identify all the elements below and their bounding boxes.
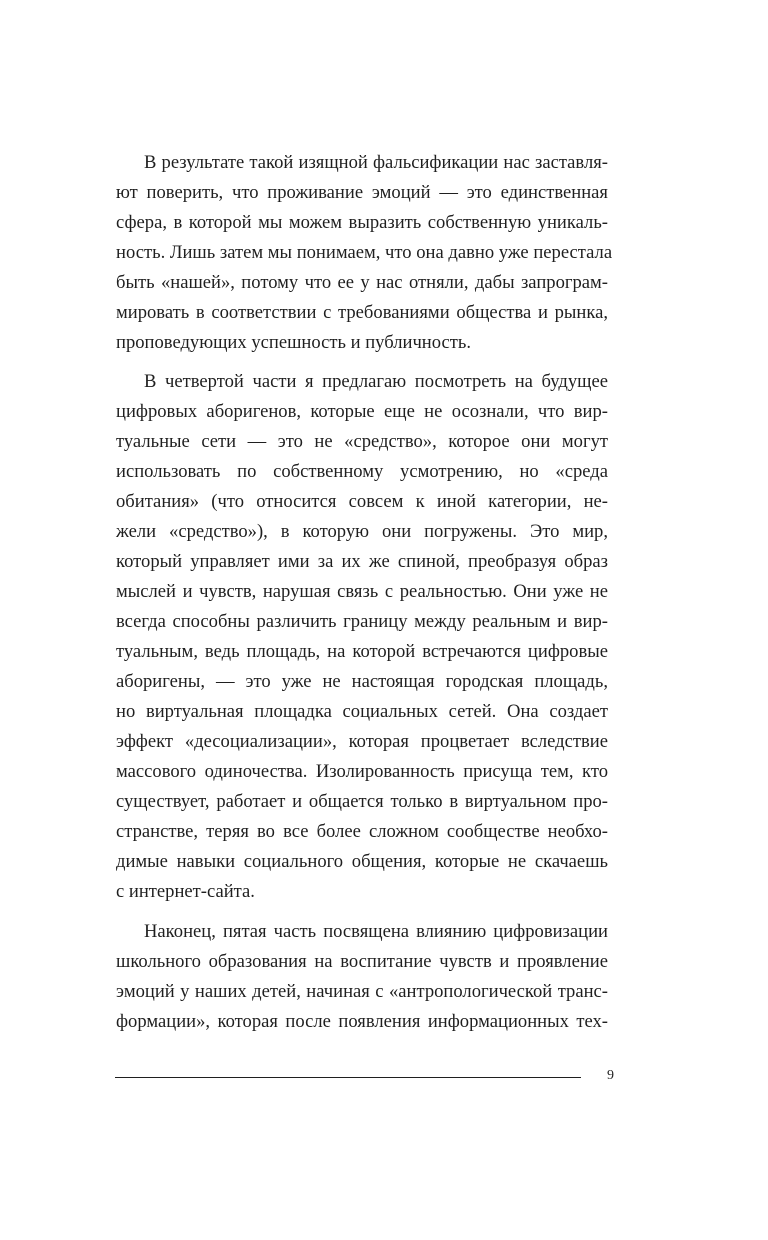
text-line: эффект «десоциализации», которая процветает вследствие (116, 731, 608, 752)
text-line: обитания» (что относится совсем к иной категории, не- (116, 491, 608, 512)
text-line: проповедующих успешность и публичность. (116, 332, 472, 353)
text-line: использовать по собственному усмотрению, но «среда (116, 461, 608, 482)
text-line: ность. Лишь затем мы понимаем, что она давно уже перестала (116, 242, 613, 263)
text-line: быть «нашей», потому что ее у нас отняли, дабы запрограм- (116, 272, 608, 293)
footer-rule (115, 1077, 581, 1078)
text-line: странстве, теряя во все более сложном сообществе необхо- (116, 821, 608, 842)
text-line: существует, работает и общается только в виртуальном про- (116, 791, 608, 812)
text-line: школьного образования на воспитание чувств и проявление (116, 951, 608, 972)
text-line: жели «средство»), в которую они погружены. Это мир, (116, 521, 608, 542)
text-line: аборигены, — это уже не настоящая городская площадь, (116, 671, 608, 692)
text-line: с интернет-сайта. (116, 881, 255, 902)
text-line: В результате такой изящной фальсификации нас заставля- (144, 152, 608, 173)
text-line: массового одиночества. Изолированность присуща тем, кто (116, 761, 608, 782)
page-number: 9 (607, 1068, 614, 1083)
text-line: димые навыки социального общения, которые не скачаешь (116, 851, 608, 872)
text-line: туальным, ведь площадь, на которой встречаются цифровые (116, 641, 608, 662)
text-line: В четвертой части я предлагаю посмотреть на будущее (144, 371, 608, 392)
text-line: Наконец, пятая часть посвящена влиянию цифровизации (144, 921, 608, 942)
text-line: туальные сети — это не «средство», которое они могут (116, 431, 608, 452)
text-line: эмоций у наших детей, начиная с «антропологической транс- (116, 981, 608, 1002)
text-line: который управляет ими за их же спиной, преобразуя образ (116, 551, 608, 572)
text-line: ют поверить, что проживание эмоций — это единственная (116, 182, 608, 203)
text-line: цифровых аборигенов, которые еще не осознали, что вир- (116, 401, 608, 422)
text-line: всегда способны различить границу между реальным и вир- (116, 611, 608, 632)
text-line: формации», которая после появления информационных тех- (116, 1011, 608, 1032)
text-line: мировать в соответствии с требованиями общества и рынка, (116, 302, 608, 323)
text-line: сфера, в которой мы можем выразить собственную уникаль- (116, 212, 608, 233)
text-line: но виртуальная площадка социальных сетей. Она создает (116, 701, 608, 722)
text-line: мыслей и чувств, нарушая связь с реальностью. Они уже не (116, 581, 608, 602)
